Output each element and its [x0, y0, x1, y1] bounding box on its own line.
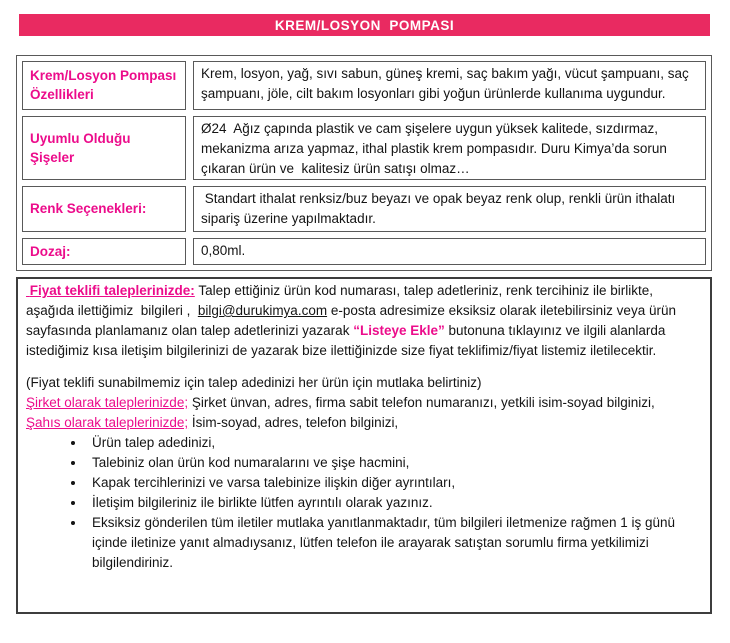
list-item: • Ürün talep adedinizi,: [86, 433, 702, 453]
company-request-text: Şirket ünvan, adres, firma sabit telefon numaranızı, yetkili isim-soyad bilginizi,: [188, 395, 655, 410]
product-spec-table: [16, 55, 712, 271]
company-request-paragraph: [26, 393, 702, 413]
list-item: • Eksiksiz gönderilen tüm iletiler mutlaka yanıtlanmaktadır, tüm bilgileri iletmenize rağmen 1 iş günü içinde iletinize yanıt almadıysanız, lütfen telefon ile arayarak satıştan sorumlu firma yetkilimizi bilgilendiriniz.: [86, 513, 702, 573]
price-request-text-1: Talep ettiğiniz ürün kod numarası, talep adetleriniz, renk tercihiniz ile birlikte, aşağıda ilettiğimiz bilgileri ,: [26, 283, 657, 318]
spec-value-compatible-bottles: Ø24 Ağız çapında plastik ve cam şişelere uygun yüksek kalitede, sızdırmaz, mekanizma arıza yapmaz, ithal plastik krem pompasıdır. Duru Kimya’da sorun çıkaran ürün ve kalitesiz ürün satışı olmaz…: [193, 116, 706, 180]
individual-request-paragraph: [26, 413, 702, 433]
blank-line: [26, 361, 702, 373]
page-title-bar: [19, 14, 710, 36]
request-checklist: [26, 433, 702, 573]
spec-label-features: Krem/Losyon Pompası Özellikleri: [22, 61, 186, 110]
spec-value-dosage: 0,80ml.: [193, 238, 706, 265]
company-request-lead: Şirket olarak taleplerinizde;: [26, 395, 189, 410]
spec-label-dosage: Dozaj:: [22, 238, 186, 265]
listeye-ekle-reference: “Listeye Ekle”: [353, 323, 445, 338]
email-link[interactable]: bilgi@durukimya.com: [197, 303, 328, 318]
spec-value-color-options: Standart ithalat renksiz/buz beyazı ve opak beyaz renk olup, renkli ürün ithalatı sipariş üzerine yapılmaktadır.: [193, 186, 706, 232]
price-request-info-box: [16, 277, 712, 614]
price-request-paragraph: [26, 281, 702, 361]
table-row: [22, 238, 706, 265]
table-row: [22, 116, 706, 180]
individual-request-text: İsim-soyad, adres, telefon bilginizi,: [188, 415, 399, 430]
price-request-text-3: butonuna tıklayınız ve ilgili alanlarda istediğimiz kısa iletişim bilgilerinizi de yazarak bize ilettiğinizde size fiyat teklifimiz/fiyat listemiz iletilecektir.: [26, 323, 670, 358]
table-row: [22, 186, 706, 232]
price-request-text-2: e-posta adresimize eksiksiz olarak iletebilirsiniz veya ürün sayfasında planlamanız olan talep adetlerinizi yazarak: [26, 303, 680, 338]
price-request-lead: Fiyat teklifi taleplerinizde:: [26, 283, 195, 298]
page-title: KREM/LOSYON POMPASI: [274, 17, 455, 33]
table-row: [22, 61, 706, 110]
individual-request-lead: Şahıs olarak taleplerinizde;: [26, 415, 189, 430]
quantity-note: (Fiyat teklifi sunabilmemiz için talep adedinizi her ürün için mutlaka belirtiniz): [26, 375, 482, 390]
spec-label-color-options: Renk Seçenekleri:: [22, 186, 186, 232]
list-item: • İletişim bilgileriniz ile birlikte lütfen ayrıntılı olarak yazınız.: [86, 493, 702, 513]
spec-label-compatible-bottles: Uyumlu Olduğu Şişeler: [22, 116, 186, 180]
list-item: • Talebiniz olan ürün kod numaralarını ve şişe hacmini,: [86, 453, 702, 473]
spec-value-features: Krem, losyon, yağ, sıvı sabun, güneş kremi, saç bakım yağı, vücut şampuanı, saç şampuanı, jöle, cilt bakım losyonları gibi yoğun ürünlerde kullanıma uygundur.: [193, 61, 706, 110]
list-item: • Kapak tercihlerinizi ve varsa talebinize ilişkin diğer ayrıntıları,: [86, 473, 702, 493]
